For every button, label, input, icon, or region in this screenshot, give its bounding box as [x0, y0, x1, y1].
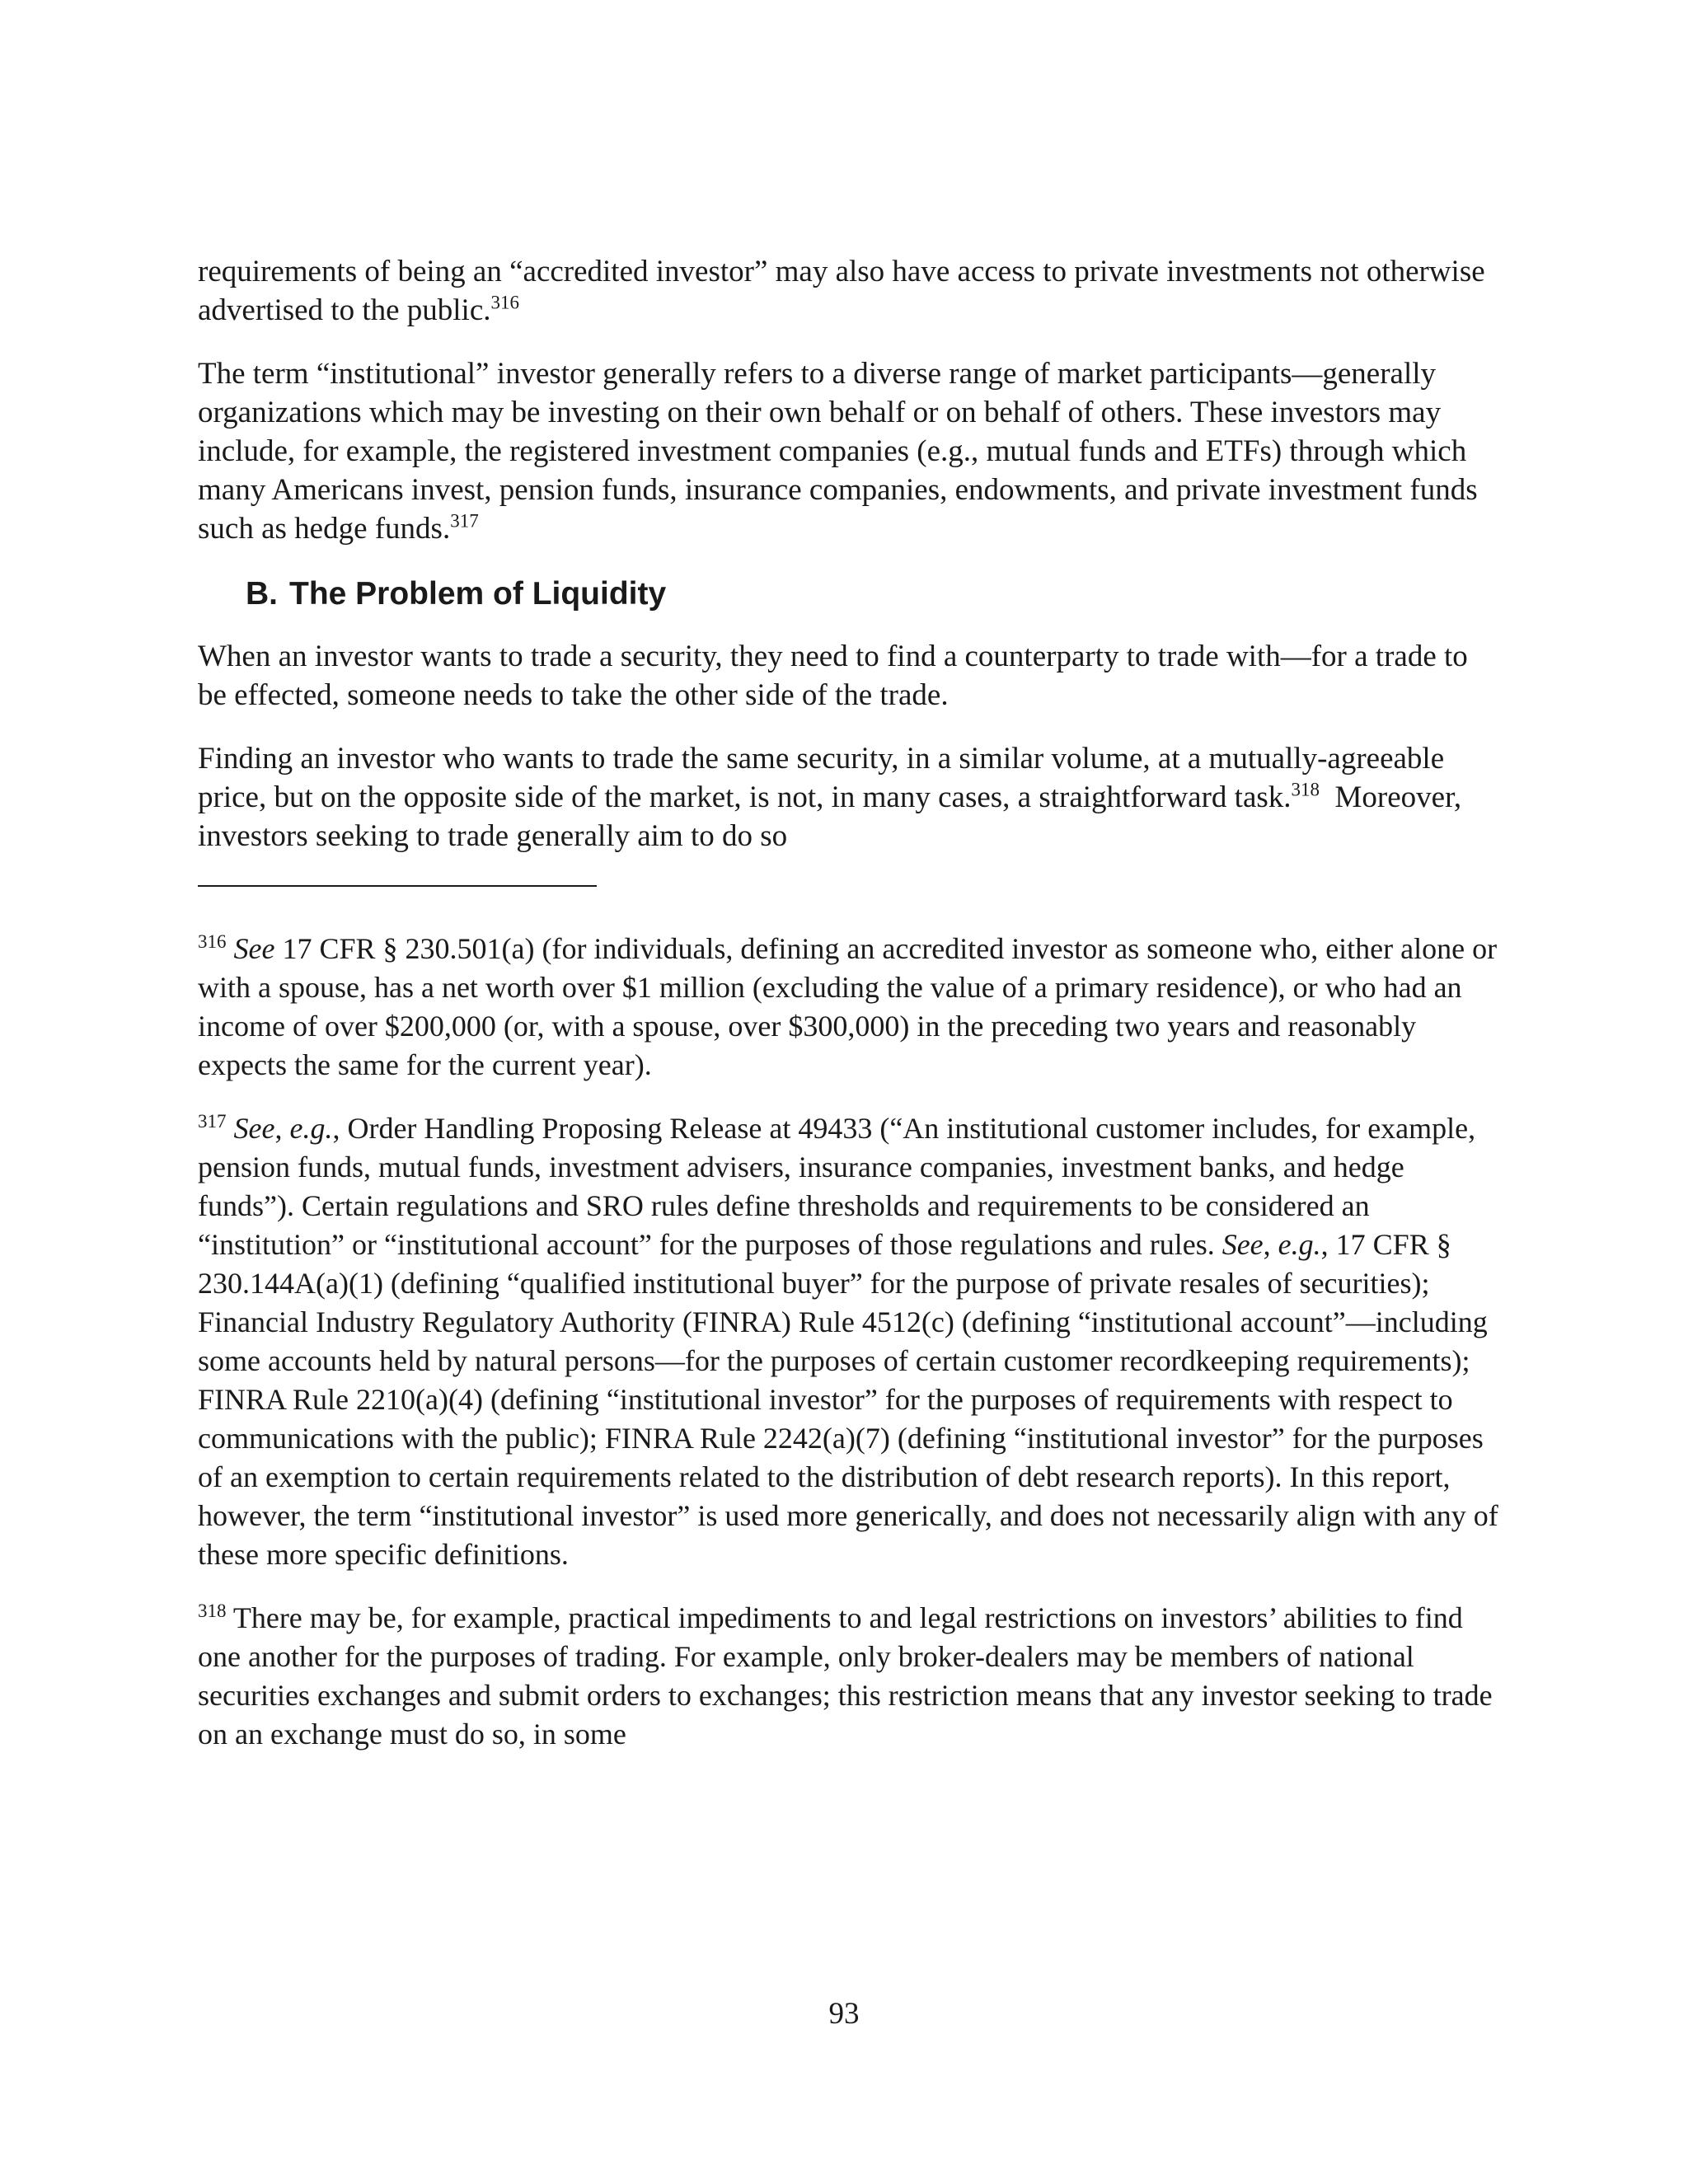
footnote-text: , Order Handling Proposing Release at 49433 (“An institutional customer includes, for example, pension funds, mutual funds, investment advisers, insurance companies, investment banks, and hedge funds”). Certain regulations and SRO rules define thresholds and requirements to be considered an “institution” or “institutional account” for the purposes of those regulations and rules. [198, 1112, 1476, 1261]
paragraph-text: requirements of being an “accredited investor” may also have access to private investments not otherwise advertised to the public. [198, 255, 1485, 327]
paragraph-accredited-investor-access [198, 252, 1500, 330]
page-number: 93 [828, 1997, 860, 2031]
citation-signal: See [1221, 1228, 1264, 1261]
citation-signal: See [233, 1112, 275, 1145]
section-heading-number: B. [246, 576, 278, 612]
citation-signal-eg: e.g. [1278, 1228, 1321, 1261]
section-heading [246, 573, 1500, 616]
section-heading-title: The Problem of Liquidity [289, 576, 667, 612]
footnote-318 [198, 1599, 1500, 1754]
footnote-text: There may be, for example, practical impediments to and legal restrictions on investors’ abilities to find one another for the purposes of trading. For example, only broker-dealers may be members of national securities exchanges and submit orders to exchanges; this restriction means that any investor seeking to trade on an exchange must do so, in some [198, 1601, 1493, 1750]
footnote-number: 316 [198, 931, 227, 952]
footnote-reference-316[interactable]: 316 [490, 292, 520, 313]
paragraph-text-continued: Moreover, investors seeking to trade generally aim to do so [198, 780, 1470, 853]
footnote-separator [198, 885, 597, 887]
footnote-number: 318 [198, 1601, 227, 1621]
footnote-reference-317[interactable]: 317 [450, 510, 479, 532]
paragraph-institutional-investor [198, 354, 1500, 548]
footnote-text: 17 CFR § 230.501(a) (for individuals, defining an accredited investor as someone who, either alone or with a spouse, has a net worth over $1 million (excluding the value of a primary residence), or who had an income of over $200,000 (or, with a spouse, over $300,000) in the preceding two years and reasonably expects the same for the current year). [198, 932, 1498, 1081]
citation-signal-eg: e.g. [289, 1112, 333, 1145]
document-page [198, 252, 1500, 1779]
footnote-text: , 17 CFR § 230.144A(a)(1) (defining “qualified institutional buyer” for the purpose of private resales of securities); Financial Industry Regulatory Authority (FINRA) Rule 4512(c) (defining “institutional account”—including some accounts held by natural persons—for the purposes of certain customer recordkeeping requirements); FINRA Rule 2210(a)(4) (defining “institutional investor” for the purposes of requirements with respect to communications with the public); FINRA Rule 2242(a)(7) (defining “institutional investor” for the purposes of an exemption to certain requirements related to the distribution of debt research reports). In this report, however, the term “institutional investor” is used more generically, and does not necessarily align with any of these more specific definitions. [198, 1228, 1498, 1571]
footnote-text-separator: , [274, 1112, 290, 1145]
footnote-text-separator: , [1263, 1228, 1278, 1261]
paragraph-counterparty [198, 637, 1500, 715]
footnote-317 [198, 1109, 1500, 1574]
paragraph-text: The term “institutional” investor generally refers to a diverse range of market participants—generally organizations which may be investing on their own behalf or on behalf of others. These investors may include, for example, the registered investment companies (e.g., mutual funds and ETFs) through which many Americans invest, pension funds, insurance companies, endowments, and private investment funds such as hedge funds. [198, 357, 1478, 546]
citation-signal: See [233, 932, 275, 965]
paragraph-text: Finding an investor who wants to trade the same security, in a similar volume, at a mutually-agreeable price, but on the opposite side of the market, is not, in many cases, a straightforward task. [198, 742, 1445, 814]
footnote-316 [198, 930, 1500, 1085]
footnote-number: 317 [198, 1111, 227, 1132]
paragraph-text: When an investor wants to trade a security, they need to find a counterparty to trade with—for a trade to be effected, someone needs to take the other side of the trade. [198, 640, 1468, 712]
paragraph-finding-investor [198, 739, 1500, 855]
footnote-reference-318[interactable]: 318 [1291, 779, 1320, 800]
